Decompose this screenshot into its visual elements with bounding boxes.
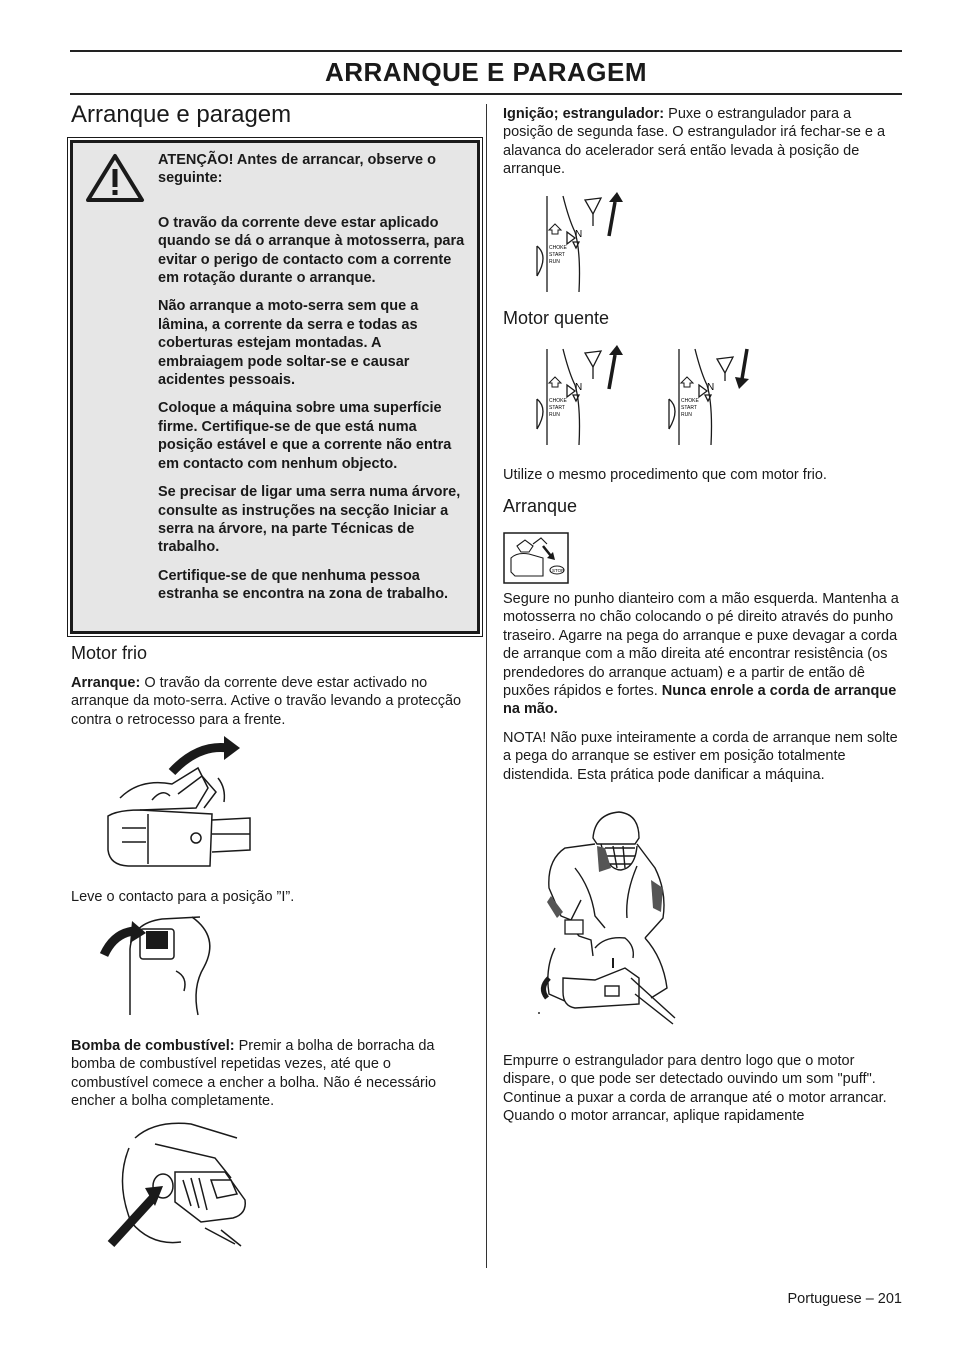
warning-paragraph: Coloque a máquina sobre uma superfície firme. Certifique-se de que está numa posição estável e que a corrente não entra em contacto com nenhum objecto. xyxy=(158,400,452,472)
section-heading: Arranque e paragem xyxy=(71,101,292,128)
choke-label-run: RUN xyxy=(681,412,692,418)
warning-paragraph: Certifique-se de que nenhuma pessoa estranha se encontra na zona de trabalho. xyxy=(158,567,449,603)
ignicao-paragraph xyxy=(503,105,903,179)
nota-paragraph: NOTA! Não puxe inteiramente a corda de arranque nem solte a pega do arranque se estiver em posição totalmente distendida. Esta prática pode danificar a máquina. xyxy=(503,730,898,783)
final-paragraph: Empurre o estrangulador para dentro logo que o motor dispare, o que pode ser detectado ouvindo um som "puff". Continue a puxar a corda de arranque até o motor arrancar. Quando o motor arrancar, aplique rapidamente xyxy=(503,1053,887,1125)
warning-paragraph: Se precisar de ligar uma serra numa árvore, consulte as instruções na secção Iniciar a serra na árvore, na parte Técnicas de trabalho. xyxy=(158,484,461,556)
column-divider xyxy=(486,104,487,1268)
motor-quente-text: Utilize o mesmo procedimento que com motor frio. xyxy=(503,467,827,483)
starter-pull-icon xyxy=(503,532,569,584)
choke-label-choke: CHOKE xyxy=(681,398,699,404)
arranque-instructions xyxy=(503,590,903,719)
ignicao-text: Puxe o estrangulador para a posição de segunda fase. O estrangulador irá fechar-se e a alavanca do acelerador será então levada à posição de arranque. xyxy=(503,106,886,178)
warning-paragraph: Não arranque a moto-serra sem que a lâmina, a corrente da serra e todas as coberturas estejam montadas. A embraiagem pode soltar-se e causar acidentes pessoais. xyxy=(158,298,419,389)
fuel-pump-illustration xyxy=(105,1118,255,1250)
contact-position-text: Leve o contacto para a posição ”I”. xyxy=(71,889,295,905)
choke-diagram-warm-up xyxy=(533,345,628,449)
warning-paragraph: O travão da corrente deve estar aplicado quando se dá o arranque à motosserra, para evitar o perigo de contacto com a corrente em rotação durante o arranque. xyxy=(158,214,465,287)
warning-paragraph: ATENÇÃO! Antes de arrancar, observe o seguinte: xyxy=(158,152,436,187)
bomba-paragraph xyxy=(71,1037,471,1111)
warning-triangle-icon xyxy=(85,153,145,203)
header-top-rule xyxy=(70,50,902,52)
motor-frio-heading: Motor frio xyxy=(71,643,148,663)
motor-quente-heading: Motor quente xyxy=(503,308,610,328)
ignicao-label: Ignição; estrangulador: xyxy=(503,106,665,122)
header-bottom-rule xyxy=(70,93,902,95)
choke-label-start: START xyxy=(549,252,565,258)
arranque-heading: Arranque xyxy=(503,496,578,516)
choke-label-start: START xyxy=(549,405,565,411)
arranque-text: O travão da corrente deve estar activado no arranque da moto-serra. Active o travão levando a protecção contra o retrocesso para a frente. xyxy=(71,675,462,728)
page-number: Portuguese – 201 xyxy=(787,1291,902,1307)
arranque-paragraph xyxy=(71,674,471,729)
choke-label-choke: CHOKE xyxy=(549,245,567,251)
choke-diagram xyxy=(533,192,628,296)
operator-starting-saw-illustration xyxy=(535,808,675,1024)
choke-diagram-warm-down xyxy=(665,345,760,449)
choke-label-choke: CHOKE xyxy=(549,398,567,404)
choke-label-n: N xyxy=(575,382,583,393)
choke-label-run: RUN xyxy=(549,412,560,418)
chain-brake-illustration xyxy=(100,738,260,872)
arranque-label: Arranque: xyxy=(71,675,141,691)
warning-text xyxy=(158,151,470,614)
choke-label-n: N xyxy=(707,382,715,393)
arranque-warning-bold: Nunca enrole a corda de arranque na mão. xyxy=(503,683,897,718)
choke-label-n: N xyxy=(575,229,583,240)
warning-box xyxy=(70,140,480,634)
ignition-switch-illustration xyxy=(100,915,230,1017)
stop-label: STOP xyxy=(552,568,565,573)
bomba-text: Premir a bolha de borracha da bomba de combustível repetidas vezes, até que o combustível comece a encher a bolha. Não é necessário encher a bolha completamente. xyxy=(71,1038,437,1110)
arranque-instructions-text: Segure no punho dianteiro com a mão esquerda. Mantenha a motosserra no chão colocando o pé direito através do punho traseiro. Agarre na pega do arranque e puxe devagar a corda de arranque com a mão direita até encontrar resistência (os prendedores do arranque actuam) e a partir de então dê puxões rápidos e fortes. xyxy=(503,591,899,700)
choke-label-run: RUN xyxy=(549,259,560,265)
bomba-label: Bomba de combustível: xyxy=(71,1038,235,1054)
choke-label-start: START xyxy=(681,405,697,411)
page-title: ARRANQUE E PARAGEM xyxy=(325,57,647,87)
